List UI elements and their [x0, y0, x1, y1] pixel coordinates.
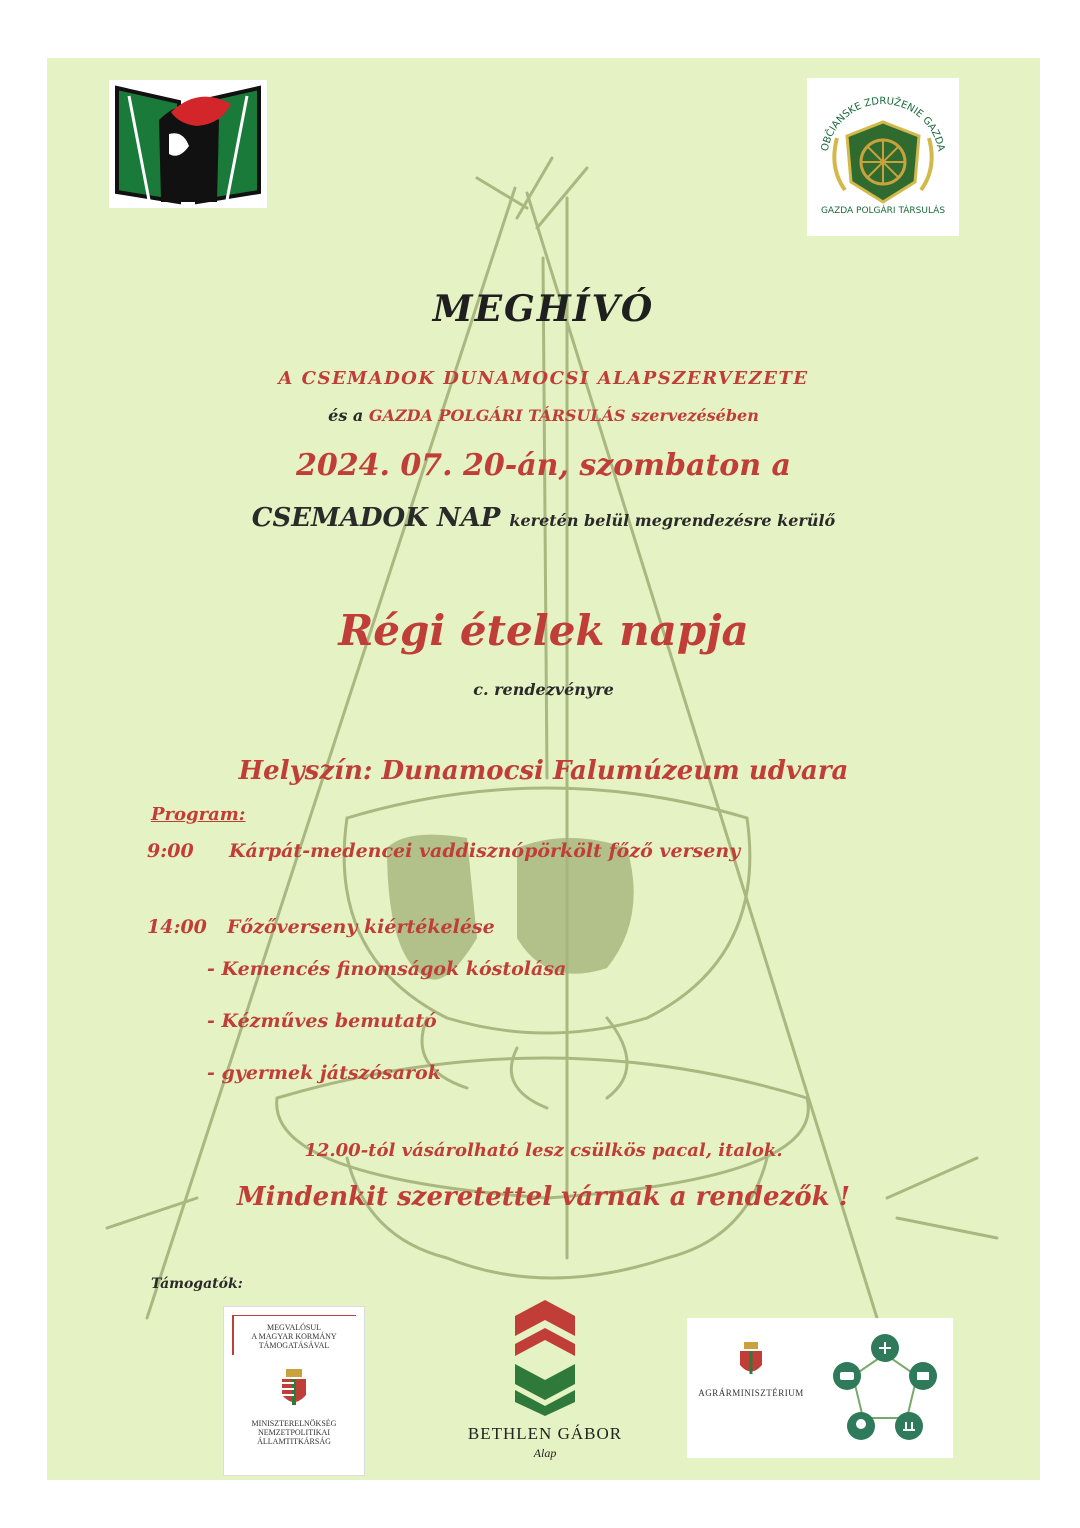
bethlen-gabor-logo-icon [511, 1296, 579, 1416]
csemadok-logo [109, 80, 267, 208]
sponsor-1-line-2: A MAGYAR KORMÁNY [251, 1332, 337, 1341]
program-bullet: - Kemencés finomságok kóstolása [207, 958, 567, 980]
supporters-label: Támogatók: [151, 1276, 243, 1292]
sponsor-agrarminiszterium [687, 1318, 953, 1458]
gazda-logo [807, 78, 959, 236]
organizer-line-2 [47, 406, 1040, 425]
sponsor-3-name: AGRÁRMINISZTÉRIUM [698, 1388, 804, 1398]
food-note: 12.00-tól vásárolható lesz csülkös pacal, italok. [304, 1140, 783, 1161]
sponsor-bethlen-gabor [465, 1296, 625, 1476]
hungarian-coat-of-arms-icon [280, 1369, 308, 1409]
csemadok-nap-line [47, 503, 1040, 533]
sponsor-1-line-3: TÁMOGATÁSÁVAL [258, 1341, 330, 1350]
program-bullet: - gyermek játszósarok [207, 1062, 441, 1084]
csemadok-nap-rest: keretén belül megrendezésre kerülő [509, 511, 836, 530]
invitation-poster [47, 58, 1040, 1480]
welcome-message: Mindenkit szeretettel várnak a rendezők ! [236, 1182, 851, 1212]
sponsor-1-ministry-1: MINISZTERELNÖKSÉG [251, 1419, 337, 1428]
program-heading: Program: [151, 804, 246, 825]
invitation-title: MEGHÍVÓ [432, 288, 655, 330]
program-item-1-text: Kárpát-medencei vaddisznópörkölt főző verseny [229, 840, 741, 862]
sponsor-1-ministry-2: NEMZETPOLITIKAI ÁLLAMTITKÁRSÁG [257, 1428, 331, 1446]
gazda-logo-bottom-text: GAZDA POLGÁRI TÁRSULÁS [820, 206, 946, 216]
organizer-prefix: és a [328, 406, 364, 425]
organizer-name: GAZDA POLGÁRI TÁRSULÁS [368, 406, 626, 425]
event-location: Helyszín: Dunamocsi Falumúzeum udvara [238, 756, 849, 786]
organizer-line-1: A CSEMADOK DUNAMOCSI ALAPSZERVEZETE [278, 368, 809, 389]
event-date: 2024. 07. 20-án, szombaton a [295, 448, 791, 483]
event-subtitle: c. rendezvényre [473, 680, 614, 699]
sponsor-hungarian-government [223, 1306, 365, 1476]
program-item-2-text: Főzőverseny kiértékelése [227, 916, 495, 938]
gazda-logo-top-text: OBČIANSKE ZDRUŽENIE GAZDA [819, 95, 947, 153]
program-item-1-time: 9:00 [147, 840, 194, 862]
program-bullet: - Kézműves bemutató [207, 1010, 437, 1032]
program-item-2-time: 14:00 [147, 916, 207, 938]
sponsor-2-subtitle: Alap [533, 1446, 557, 1460]
sponsor-2-name: BETHLEN GÁBOR [467, 1424, 623, 1443]
csemadok-nap: CSEMADOK NAP [251, 503, 501, 533]
coat-of-arms-icon [739, 1342, 763, 1378]
event-name: Régi ételek napja [338, 606, 749, 655]
sponsor-1-line-1: MEGVALÓSUL [266, 1323, 322, 1332]
agriculture-icons-ring [823, 1326, 947, 1450]
organizer-suffix: szervezésében [631, 406, 759, 425]
